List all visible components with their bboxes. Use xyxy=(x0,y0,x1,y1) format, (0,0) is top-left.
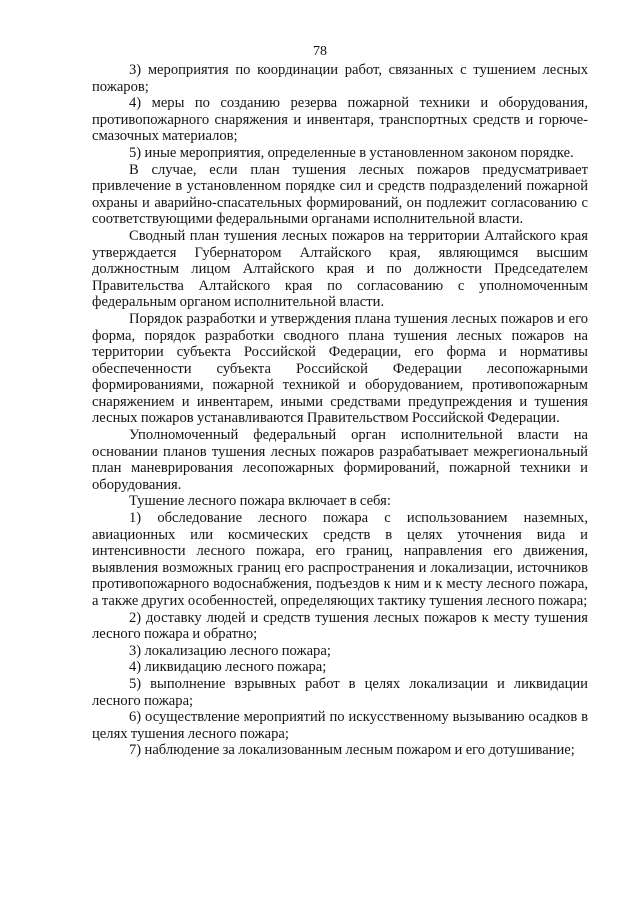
paragraph-item-4: 4) меры по созданию резерва пожарной техники и оборудования, противопожарного снаряжения и инвентаря, транспортных средств и горюче-смазочных материалов; xyxy=(92,95,588,145)
paragraph-coordination: В случае, если план тушения лесных пожаров предусматривает привлечение в установленном порядке сил и средств подразделений пожарной охраны и аварийно-спасательных формирований, он подлежит согласованию с соответствующими федеральными органами исполнительной власти. xyxy=(92,161,588,228)
list-item-2: 2) доставку людей и средств тушения лесных пожаров к месту тушения лесного пожара и обратно; xyxy=(92,609,588,643)
list-item-3: 3) локализацию лесного пожара; xyxy=(129,642,331,659)
list-item-5: 5) выполнение взрывных работ в целях локализации и ликвидации лесного пожара; xyxy=(92,675,588,709)
paragraph-item-5: 5) иные мероприятия, определенные в установленном законом порядке. xyxy=(129,144,574,161)
paragraph-development-procedure: Порядок разработки и утверждения плана тушения лесных пожаров и его форма, порядок разработки сводного плана тушения лесных пожаров на территории субъекта Российской Федерации, его форма и нормативы обеспеченности субъекта Российской Федерации лесопожарными формированиями, пожарной техникой и оборудованием, противопожарным снаряжением и инвентарем, иными средствами предупреждения и тушения лесных пожаров устанавливаются Правительством Российской Федерации. xyxy=(92,310,588,427)
list-item-6: 6) осуществление мероприятий по искусственному вызыванию осадков в целях тушения лесного пожара; xyxy=(92,709,588,742)
list-item-1: 1) обследование лесного пожара с использованием наземных, авиационных или космических средств в целях уточнения вида и интенсивности лесного пожара, его границ, направления его движения, выявления возможных границ его распространения и локализации, источников противопожарного водоснабжения, подъездов к ним и к месту лесного пожара, а также других особенностей, определяющих тактику тушения лесного пожара; xyxy=(92,510,588,609)
paragraph-interregional-plan: Уполномоченный федеральный орган исполнительной власти на основании планов тушения лесных пожаров разрабатывает межрегиональный план маневрирования лесопожарных формирований, пожарной техники и оборудования. xyxy=(92,427,588,493)
paragraph-consolidated-plan: Сводный план тушения лесных пожаров на территории Алтайского края утверждается Губернатором Алтайского края, являющимся высшим должностным лицом Алтайского края и по должности Председателем Правительства Алтайского края по согласованию с уполномоченным федеральным органом исполнительной власти. xyxy=(92,227,588,311)
paragraph-item-3: 3) мероприятия по координации работ, связанных с тушением лесных пожаров; xyxy=(92,62,588,95)
page-number: 78 xyxy=(313,44,327,59)
list-item-4: 4) ликвидацию лесного пожара; xyxy=(129,659,327,676)
paragraph-firefighting-includes: Тушение лесного пожара включает в себя: xyxy=(129,493,391,510)
list-item-7: 7) наблюдение за локализованным лесным пожаром и его дотушивание; xyxy=(129,742,575,759)
document-body xyxy=(92,62,588,759)
